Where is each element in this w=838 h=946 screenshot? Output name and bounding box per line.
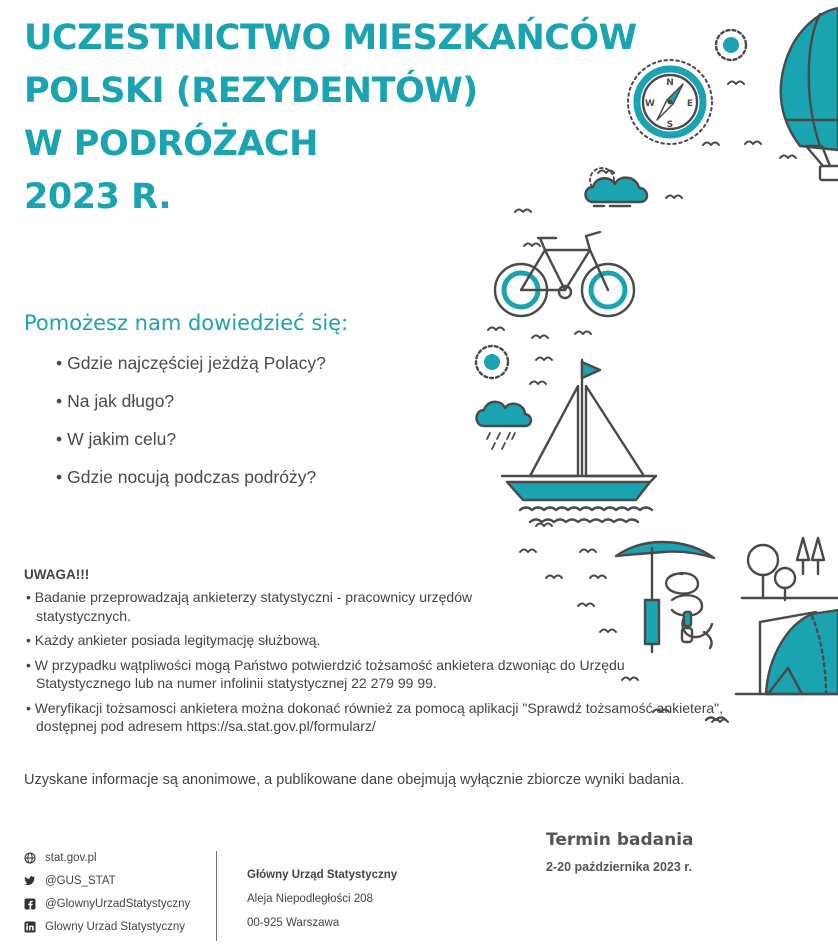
compass-icon (628, 60, 712, 144)
title-line: W PODRÓŻACH (24, 124, 318, 164)
question-item: • Gdzie nocują podczas podróży? (56, 464, 326, 502)
cloud-icon (586, 168, 648, 206)
help-heading: Pomożesz nam dowiedzieć się: (24, 311, 349, 335)
question-item: • W jakim celu? (56, 426, 326, 464)
tent-icon (706, 610, 838, 720)
compass-letter-s: S (666, 120, 674, 130)
warning-item: • Każdy ankieter posiada legitymację służbową. (24, 631, 724, 650)
office-city: 00-925 Warszawa (247, 917, 340, 929)
term-dates: 2-20 października 2023 r. (546, 860, 692, 874)
sun-icon (716, 30, 746, 60)
question-item: • Na jak długo? (56, 388, 326, 426)
contact-text: @GUS_STAT (45, 874, 116, 887)
birds-icon (488, 82, 796, 723)
office-street: Aleja Niepodległości 208 (247, 893, 373, 905)
sailboat-icon (502, 360, 656, 522)
term-title: Termin badania (546, 830, 694, 850)
compass-letter-w: W (645, 99, 655, 109)
sun-icon (476, 346, 508, 378)
rain-cloud-icon (477, 402, 532, 449)
compass-letter-n: N (666, 78, 674, 88)
contact-text: Glowny Urzad Statystyczny (45, 920, 185, 933)
compass-letter-e: E (686, 99, 694, 109)
trees-icon (742, 538, 838, 600)
warning-item: • Badanie przeprowadzają ankieterzy statystyczni - pracownicy urzędów statystycznych. (24, 588, 536, 625)
question-item: • Gdzie najczęściej jeżdżą Polacy? (56, 350, 326, 388)
hot-air-balloon-icon (781, 8, 838, 180)
anonymity-note: Uzyskane informacje są anonimowe, a publikowane dane obejmują wyłącznie zbiorcze wyniki badania. (24, 772, 685, 788)
warning-item: • W przypadku wątpliwości mogą Państwo potwierdzić tożsamość ankietera dzwoniąc do Urzędu Statystycznego lub na numer infolinii statystycznej 22 279 99 99. (24, 656, 626, 693)
contact-text: @GlownyUrzadStatystyczny (45, 897, 191, 910)
title-line: UCZESTNICTWO MIESZKAŃCÓW (24, 18, 637, 58)
warning-item: • Weryfikacji tożsamosci ankietera można dokonać również za pomocą aplikacji "Sprawdź tożsamość ankietera", dostępnej pod adresem https://sa.stat.gov.pl/formularz/ (24, 699, 736, 736)
bicycle-icon (495, 232, 634, 316)
contact-text: stat.gov.pl (45, 851, 97, 864)
rope-icon (666, 573, 712, 648)
office-name: Główny Urząd Statystyczny (247, 869, 398, 881)
title-line: 2023 R. (24, 177, 171, 217)
title-line: POLSKI (REZYDENTÓW) (24, 71, 478, 111)
warning-title: UWAGA!!! (24, 567, 90, 582)
